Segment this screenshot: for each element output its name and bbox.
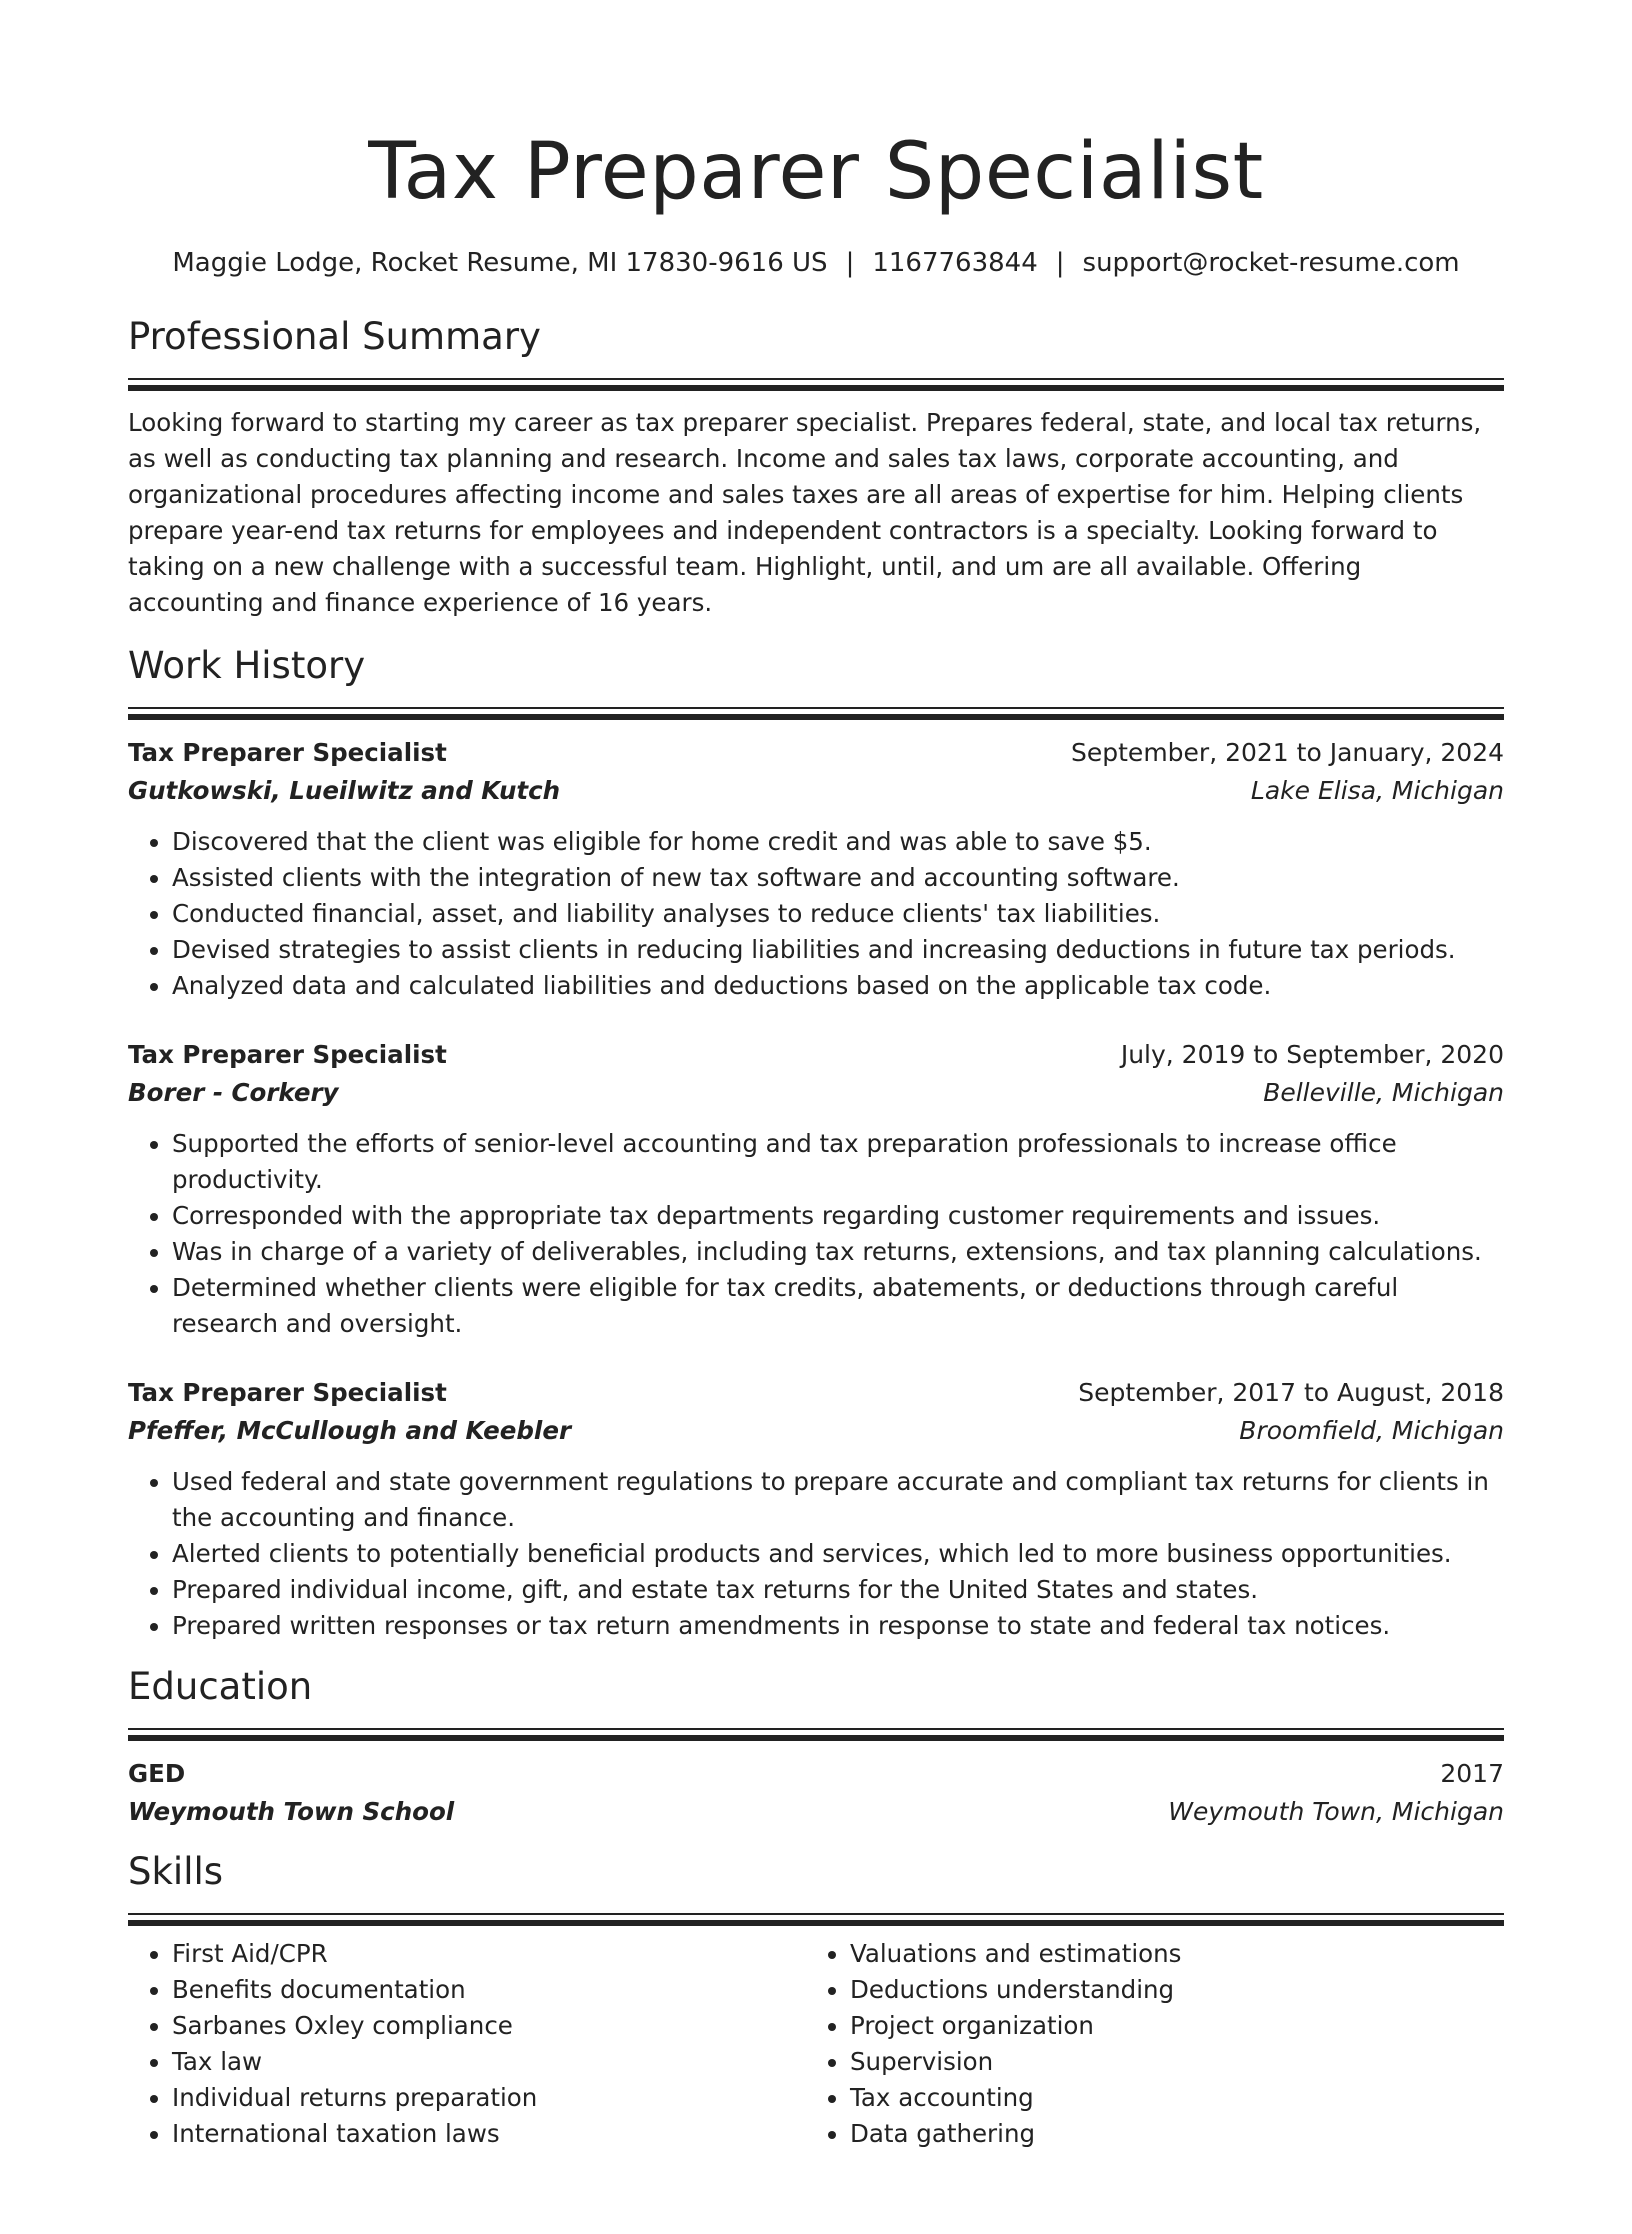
contact-email: support@rocket-resume.com — [1082, 248, 1460, 278]
contact-separator: | — [1055, 248, 1065, 278]
document-title: Tax Preparer Specialist — [368, 127, 1264, 217]
skill-item: • Project organization — [850, 2008, 1484, 2044]
skill-item: • Deductions understanding — [850, 1972, 1484, 2008]
job-bullets — [128, 1126, 1504, 1342]
section-divider — [128, 1728, 1504, 1741]
skill-item: • Individual returns preparation — [172, 2080, 806, 2116]
skill-item: • International taxation laws — [172, 2116, 806, 2152]
education-location: Weymouth Town, Michigan — [1168, 1797, 1504, 1826]
skill-item: • First Aid/CPR — [172, 1936, 806, 1972]
skill-item: • Sarbanes Oxley compliance — [172, 2008, 806, 2044]
job-dates: September, 2017 to August, 2018 — [1078, 1378, 1504, 1407]
job-bullet: • Determined whether clients were eligible for tax credits, abatements, or deductions through careful research and oversight. — [172, 1270, 1504, 1342]
job-dates: September, 2021 to January, 2024 — [1071, 738, 1504, 767]
section-divider — [128, 1913, 1504, 1926]
section-heading-skills: Skills — [128, 1850, 224, 1893]
job-location: Broomfield, Michigan — [1239, 1416, 1504, 1445]
skills-columns — [128, 1936, 1504, 2152]
job-bullet: • Supported the efforts of senior-level accounting and tax preparation professionals to increase office productivity. — [172, 1126, 1504, 1198]
job-subheader — [128, 1074, 1504, 1112]
contact-separator: | — [845, 248, 855, 278]
job-bullet: • Used federal and state government regulations to prepare accurate and compliant tax returns for clients in the accounting and finance. — [172, 1464, 1504, 1536]
summary-section — [128, 314, 1504, 621]
work-history-section — [128, 643, 1504, 1644]
education-degree: GED — [128, 1759, 186, 1788]
job-entry — [128, 1374, 1504, 1644]
job-subheader — [128, 772, 1504, 810]
section-divider — [128, 707, 1504, 720]
resume-page — [0, 122, 1632, 2234]
job-bullet: • Was in charge of a variety of deliverables, including tax returns, extensions, and tax planning calculations. — [172, 1234, 1504, 1270]
job-company: Borer - Corkery — [128, 1078, 339, 1107]
job-entry — [128, 1036, 1504, 1342]
education-year: 2017 — [1440, 1759, 1504, 1788]
job-location: Belleville, Michigan — [1263, 1078, 1504, 1107]
skill-item: • Tax law — [172, 2044, 806, 2080]
education-header — [128, 1755, 1504, 1793]
skills-list-left — [128, 1936, 806, 2152]
job-bullet: • Alerted clients to potentially beneficial products and services, which led to more business opportunities. — [172, 1536, 1504, 1572]
skill-item: • Data gathering — [850, 2116, 1484, 2152]
job-header — [128, 734, 1504, 772]
skill-item: • Benefits documentation — [172, 1972, 806, 2008]
contact-address: Maggie Lodge, Rocket Resume, MI 17830-9616 US — [172, 248, 828, 278]
job-title: Tax Preparer Specialist — [128, 1378, 447, 1407]
skill-item: • Tax accounting — [850, 2080, 1484, 2116]
job-bullets — [128, 824, 1504, 1004]
job-title: Tax Preparer Specialist — [128, 1040, 447, 1069]
section-heading-education: Education — [128, 1665, 313, 1708]
contact-phone: 1167763844 — [872, 248, 1038, 278]
education-section — [128, 1664, 1504, 1831]
education-subheader — [128, 1793, 1504, 1831]
job-bullet: • Analyzed data and calculated liabilities and deductions based on the applicable tax code. — [172, 968, 1504, 1004]
skill-item: • Valuations and estimations — [850, 1936, 1484, 1972]
skill-item: • Supervision — [850, 2044, 1484, 2080]
job-bullets — [128, 1464, 1504, 1644]
job-bullet: • Prepared written responses or tax return amendments in response to state and federal tax notices. — [172, 1608, 1504, 1644]
job-bullet: • Discovered that the client was eligible for home credit and was able to save $5. — [172, 824, 1504, 860]
education-school: Weymouth Town School — [128, 1797, 455, 1826]
job-bullet: • Corresponded with the appropriate tax departments regarding customer requirements and issues. — [172, 1198, 1504, 1234]
job-subheader — [128, 1412, 1504, 1450]
job-bullet: • Devised strategies to assist clients in reducing liabilities and increasing deductions in future tax periods. — [172, 932, 1504, 968]
contact-line — [128, 246, 1504, 280]
job-location: Lake Elisa, Michigan — [1250, 776, 1504, 805]
section-heading-work: Work History — [128, 644, 366, 687]
job-bullet: • Prepared individual income, gift, and estate tax returns for the United States and states. — [172, 1572, 1504, 1608]
job-entry — [128, 734, 1504, 1004]
skills-section — [128, 1849, 1504, 2152]
job-header — [128, 1374, 1504, 1412]
job-company: Pfeffer, McCullough and Keebler — [128, 1416, 572, 1445]
skills-list-right — [806, 1936, 1484, 2152]
job-company: Gutkowski, Lueilwitz and Kutch — [128, 776, 561, 805]
job-bullet: • Assisted clients with the integration of new tax software and accounting software. — [172, 860, 1504, 896]
job-bullet: • Conducted financial, asset, and liability analyses to reduce clients' tax liabilities. — [172, 896, 1504, 932]
section-heading-summary: Professional Summary — [128, 315, 541, 358]
job-header — [128, 1036, 1504, 1074]
summary-text: Looking forward to starting my career as tax preparer specialist. Prepares federal, state, and local tax returns, as well as conducting tax planning and research. Income and sales tax laws, corporate accounting, and organizational procedures affecting income and sales taxes are all areas of expertise for him. Helping clients prepare year-end tax returns for employees and independent contractors is a specialty. Looking forward to taking on a new challenge with a successful team. Highlight, until, and um are all available. Offering accounting and finance experience of 16 years. — [128, 408, 1482, 617]
job-dates: July, 2019 to September, 2020 — [1120, 1040, 1504, 1069]
job-title: Tax Preparer Specialist — [128, 738, 447, 767]
section-divider — [128, 378, 1504, 391]
